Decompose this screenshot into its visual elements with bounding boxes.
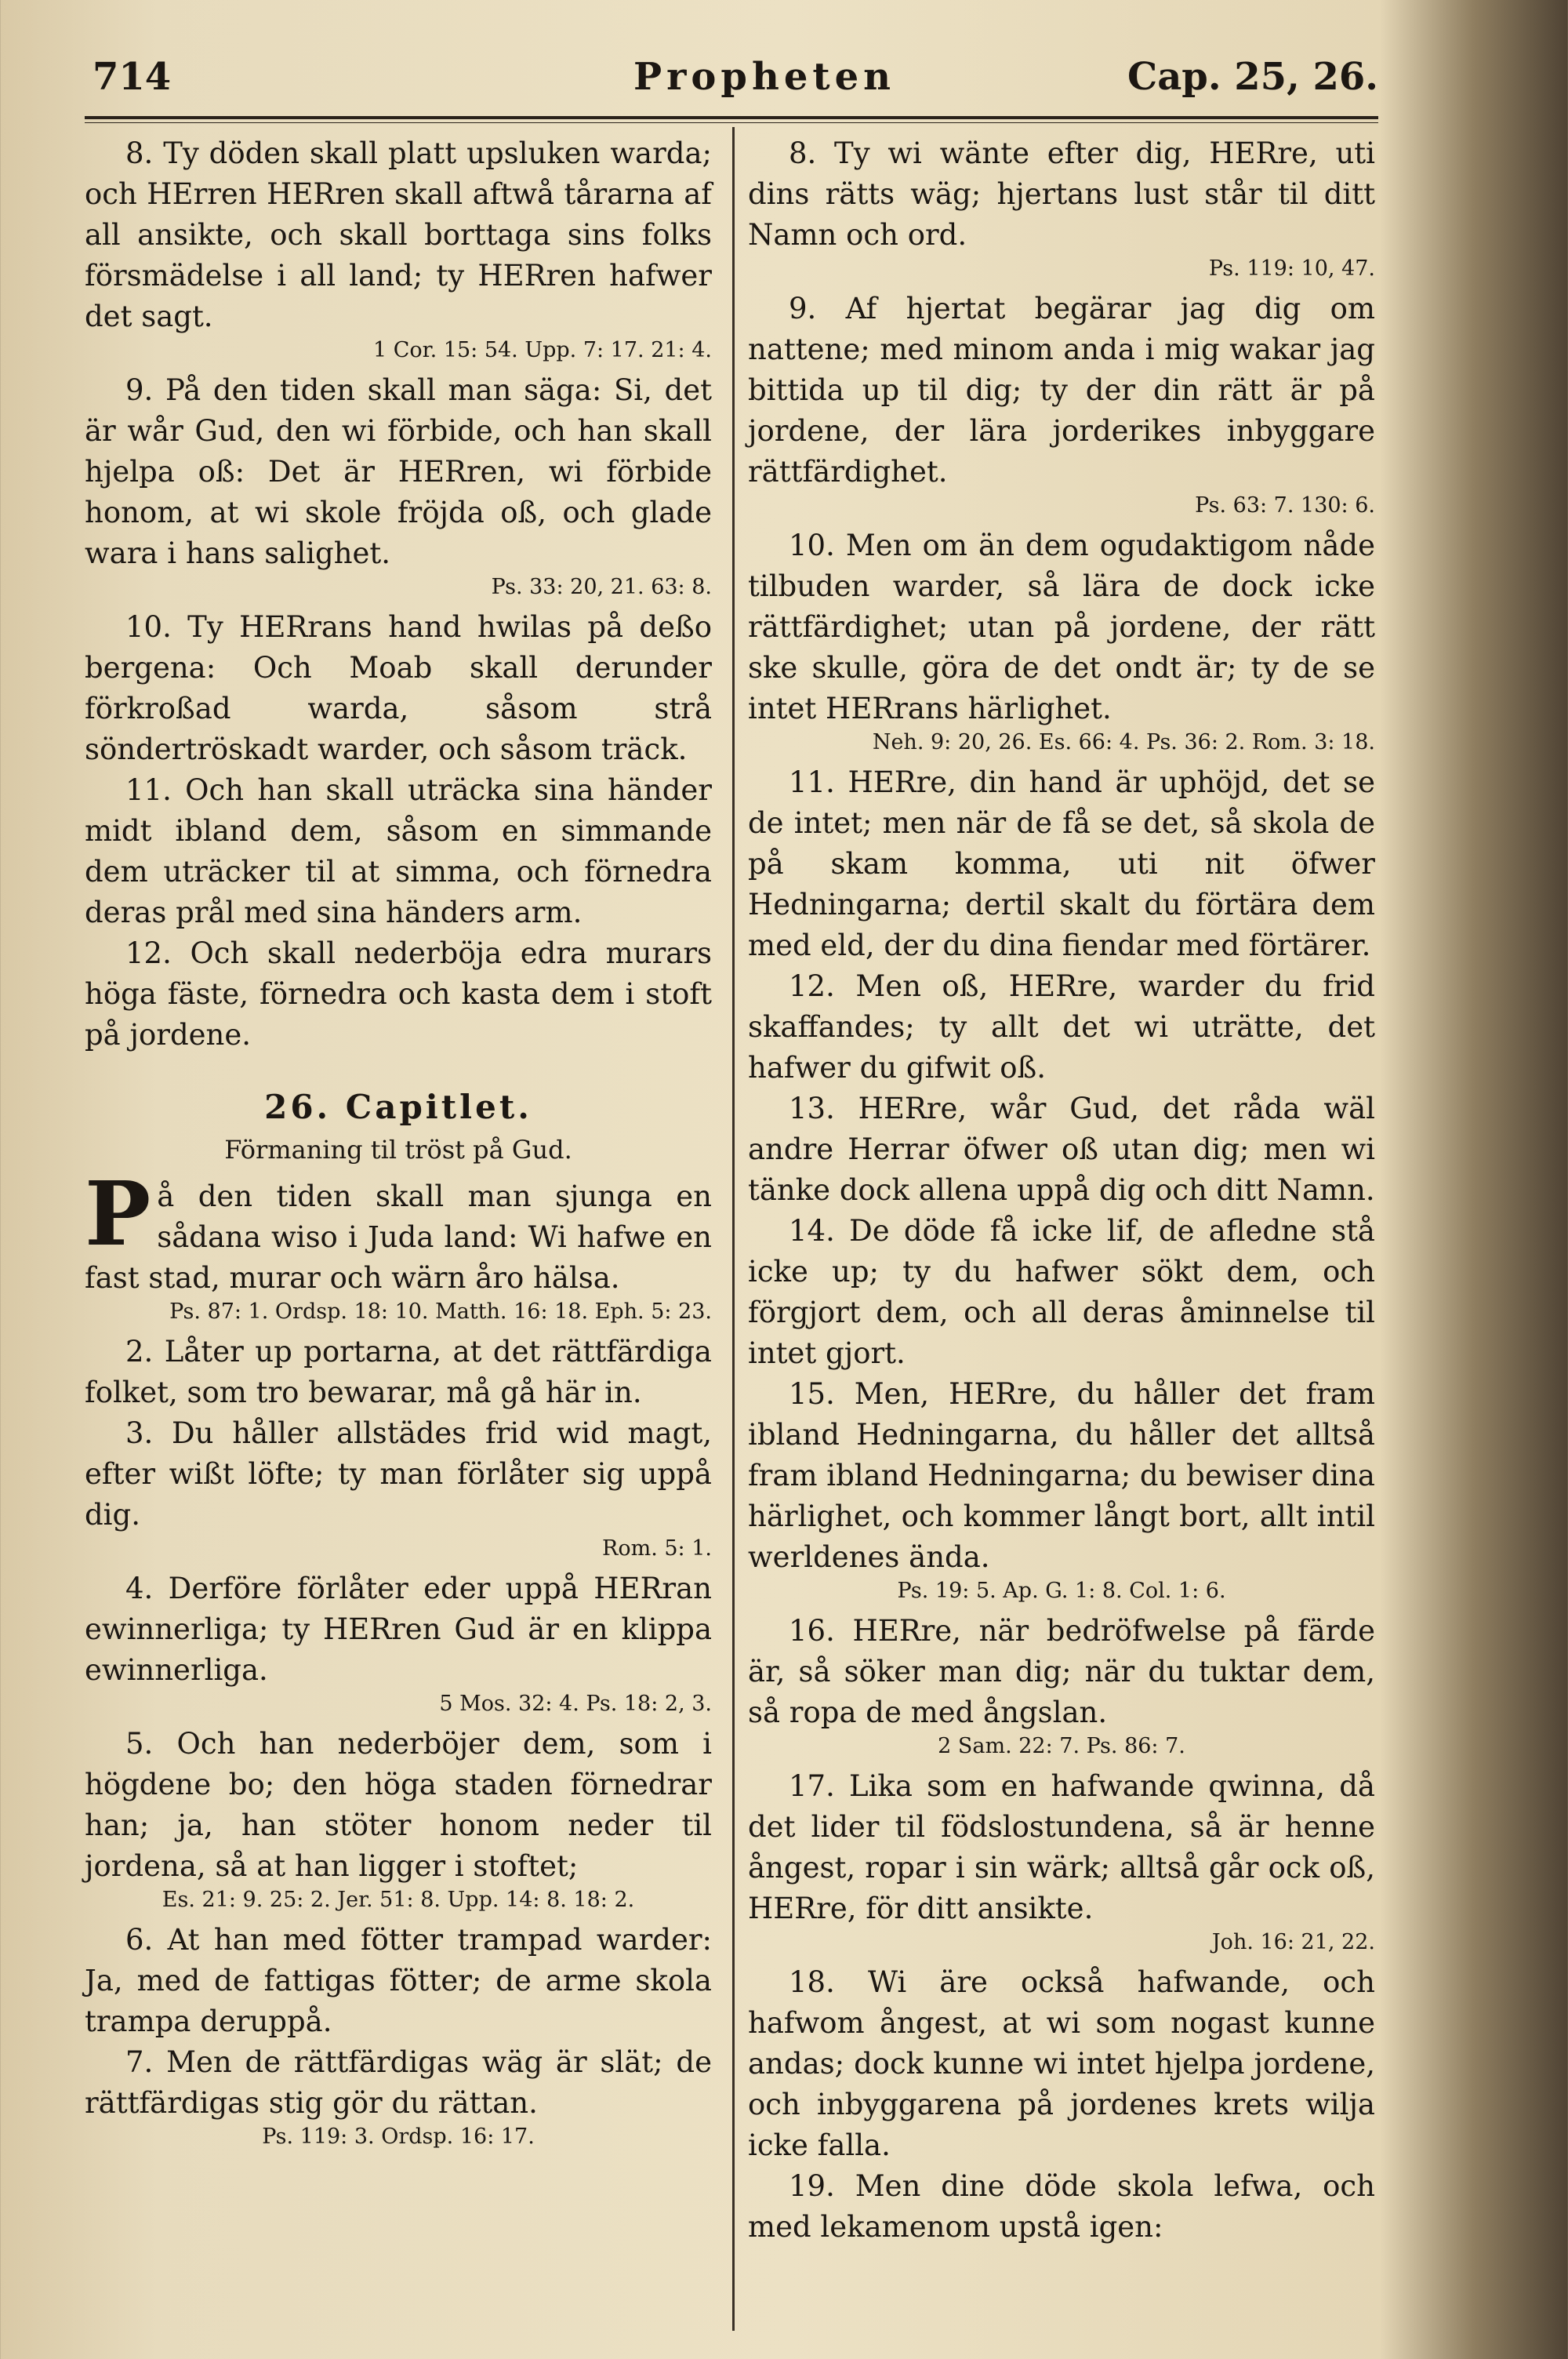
verse: 16. HERre, när bedröfwelse på färde är, så söker man dig; när du tuktar dem, så ropa de med ångslan. <box>748 1614 1375 1729</box>
verse: 15. Men, HERre, du håller det fram ibland Hedningarna, du håller det alltså fram ibland Hedningarna; du bewiser dina härlighet, och kommer långt bort, allt intil werldenes ända. <box>748 1377 1375 1574</box>
verse-reference: Es. 21: 9. 25: 2. Jer. 51: 8. Upp. 14: 8. 18: 2. <box>162 1888 635 1912</box>
verse-reference: Ps. 119: 10, 47. <box>1208 256 1375 281</box>
running-title: Propheten <box>633 55 896 99</box>
verse-reference: Neh. 9: 20, 26. Es. 66: 4. Ps. 36: 2. Rom. 3: 18. <box>872 730 1375 754</box>
verse: 14. De döde få icke lif, de afledne stå icke up; ty du hafwer sökt dem, och förgjort dem, och all deras åminnelse til intet gjort. <box>748 1214 1375 1370</box>
verse-reference: Joh. 16: 21, 22. <box>1211 1930 1375 1954</box>
verse: 2. Låter up portarna, at det rättfärdiga folket, som tro bewarar, må gå här in. <box>85 1335 712 1409</box>
verse: 8. Ty wi wänte efter dig, HERre, uti dins rätts wäg; hjertans lust står til ditt Namn och ord. <box>748 136 1375 252</box>
verse-reference: 2 Sam. 22: 7. Ps. 86: 7. <box>938 1734 1185 1758</box>
verse-reference: Ps. 19: 5. Ap. G. 1: 8. Col. 1: 6. <box>897 1579 1226 1603</box>
left-column <box>85 133 712 2157</box>
header-rule-thin <box>85 122 1378 123</box>
chapter-summary: Förmaning til tröst på Gud. <box>224 1135 572 1165</box>
verse: 12. Och skall nederböja edra murars höga fäste, förnedra och kasta dem i stoft på jordene. <box>85 936 712 1052</box>
verse: 18. Wi äre också hafwande, och hafwom ångest, at wi som nogast kunne andas; dock kunne wi intet hjelpa jordene, och inbyggarena på jordenes krets wilja icke falla. <box>748 1965 1375 2162</box>
verse: 11. Och han skall uträcka sina händer midt ibland dem, såsom en simmande dem uträcker til at simma, och förnedra deras prål med sina händers arm. <box>85 773 712 929</box>
verse: 11. HERre, din hand är uphöjd, det se de intet; men när de få se det, så skola de på skam komma, uti nit öfwer Hedningarna; dertil skalt du förtära dem med eld, der du dina fiendar med förtärer. <box>748 765 1375 962</box>
verse-first-text: å den tiden skall man sjunga en sådana wiso i Juda land: Wi hafwe en fast stad, murar och wärn åro hälsa. <box>85 1180 712 1295</box>
column-divider <box>732 127 735 2331</box>
verse: 12. Men oß, HERre, warder du frid skaffandes; ty allt det wi uträtte, det hafwer du gifwit oß. <box>748 969 1375 1085</box>
next-page-edge <box>1418 45 1568 2322</box>
page-header <box>85 55 1378 110</box>
verse-reference: Ps. 63: 7. 130: 6. <box>1195 493 1375 518</box>
verse-reference: 5 Mos. 32: 4. Ps. 18: 2, 3. <box>439 1692 712 1716</box>
verse: 6. At han med fötter trampad warder: Ja, med de fattigas fötter; de arme skola trampa deruppå. <box>85 1923 712 2038</box>
verse: 19. Men dine döde skola lefwa, och med lekamenom upstå igen: <box>748 2169 1375 2244</box>
verse-reference: Rom. 5: 1. <box>602 1536 712 1561</box>
verse-reference: Ps. 33: 20, 21. 63: 8. <box>491 575 712 599</box>
verse: 3. Du håller allstädes frid wid magt, efter wißt löfte; ty man förlåter sig uppå dig. <box>85 1416 712 1532</box>
verse: 17. Lika som en hafwande qwinna, då det lider til födslostundena, så är henne ångest, ropar i sin wärk; alltså går ock oß, HERre, för ditt ansikte. <box>748 1769 1375 1925</box>
verse: 10. Ty HERrans hand hwilas på deßo bergena: Och Moab skall derunder förkroßad warda, såsom strå söndertröskadt warder, och såsom träck. <box>85 610 712 766</box>
verse: 5. Och han nederböjer dem, som i högdene bo; den höga staden förnedrar han; ja, han stöter honom neder til jordena, så at han ligger i stoftet; <box>85 1727 712 1883</box>
verse: 9. Af hjertat begärar jag dig om nattene; med minom anda i mig wakar jag bittida up til dig; ty der din rätt är på jordene, der lära jorderikes inbyggare rättfärdighet. <box>748 292 1375 489</box>
verse: 4. Derföre förlåter eder uppå HERran ewinnerliga; ty HERren Gud är en klippa ewinnerliga. <box>85 1572 712 1687</box>
verse: 10. Men om än dem ogudaktigom nåde tilbuden warder, så lära de dock icke rättfärdighet; utan på jordene, der rätt ske skulle, göra de det ondt är; ty de se intet HERrans härlighet. <box>748 529 1375 725</box>
verse: 8. Ty döden skall platt upsluken warda; och HErren HERren skall aftwå tårarna af all ansikte, och skall borttaga sins folks försmädelse i all land; ty HERren hafwer det sagt. <box>85 136 712 333</box>
page-number: 714 <box>93 55 172 99</box>
verse-reference: Ps. 119: 3. Ordsp. 16: 17. <box>262 2125 535 2149</box>
chapter-reference: Cap. 25, 26. <box>1127 55 1378 99</box>
verse: 13. HERre, wår Gud, det råda wäl andre Herrar öfwer oß utan dig; men wi tänke dock allena uppå dig och ditt Namn. <box>748 1092 1375 1207</box>
verse-reference: Ps. 87: 1. Ordsp. 18: 10. Matth. 16: 18. Eph. 5: 23. <box>169 1299 712 1324</box>
header-rule <box>85 116 1378 119</box>
verse: 9. På den tiden skall man säga: Si, det är wår Gud, den wi förbide, och han skall hjelpa oß: Det är HERren, wi förbide honom, at wi skole fröjda oß, och glade wara i hans salighet. <box>85 373 712 570</box>
right-column <box>748 133 1375 2248</box>
chapter-heading: 26. Capitlet. <box>264 1088 532 1126</box>
verse-first <box>85 1163 712 1299</box>
verse-reference: 1 Cor. 15: 54. Upp. 7: 17. 21: 4. <box>373 338 712 362</box>
drop-cap: P <box>85 1163 151 1266</box>
verse: 7. Men de rättfärdigas wäg är slät; de rättfärdigas stig gör du rättan. <box>85 2045 712 2120</box>
page <box>85 55 1378 2329</box>
